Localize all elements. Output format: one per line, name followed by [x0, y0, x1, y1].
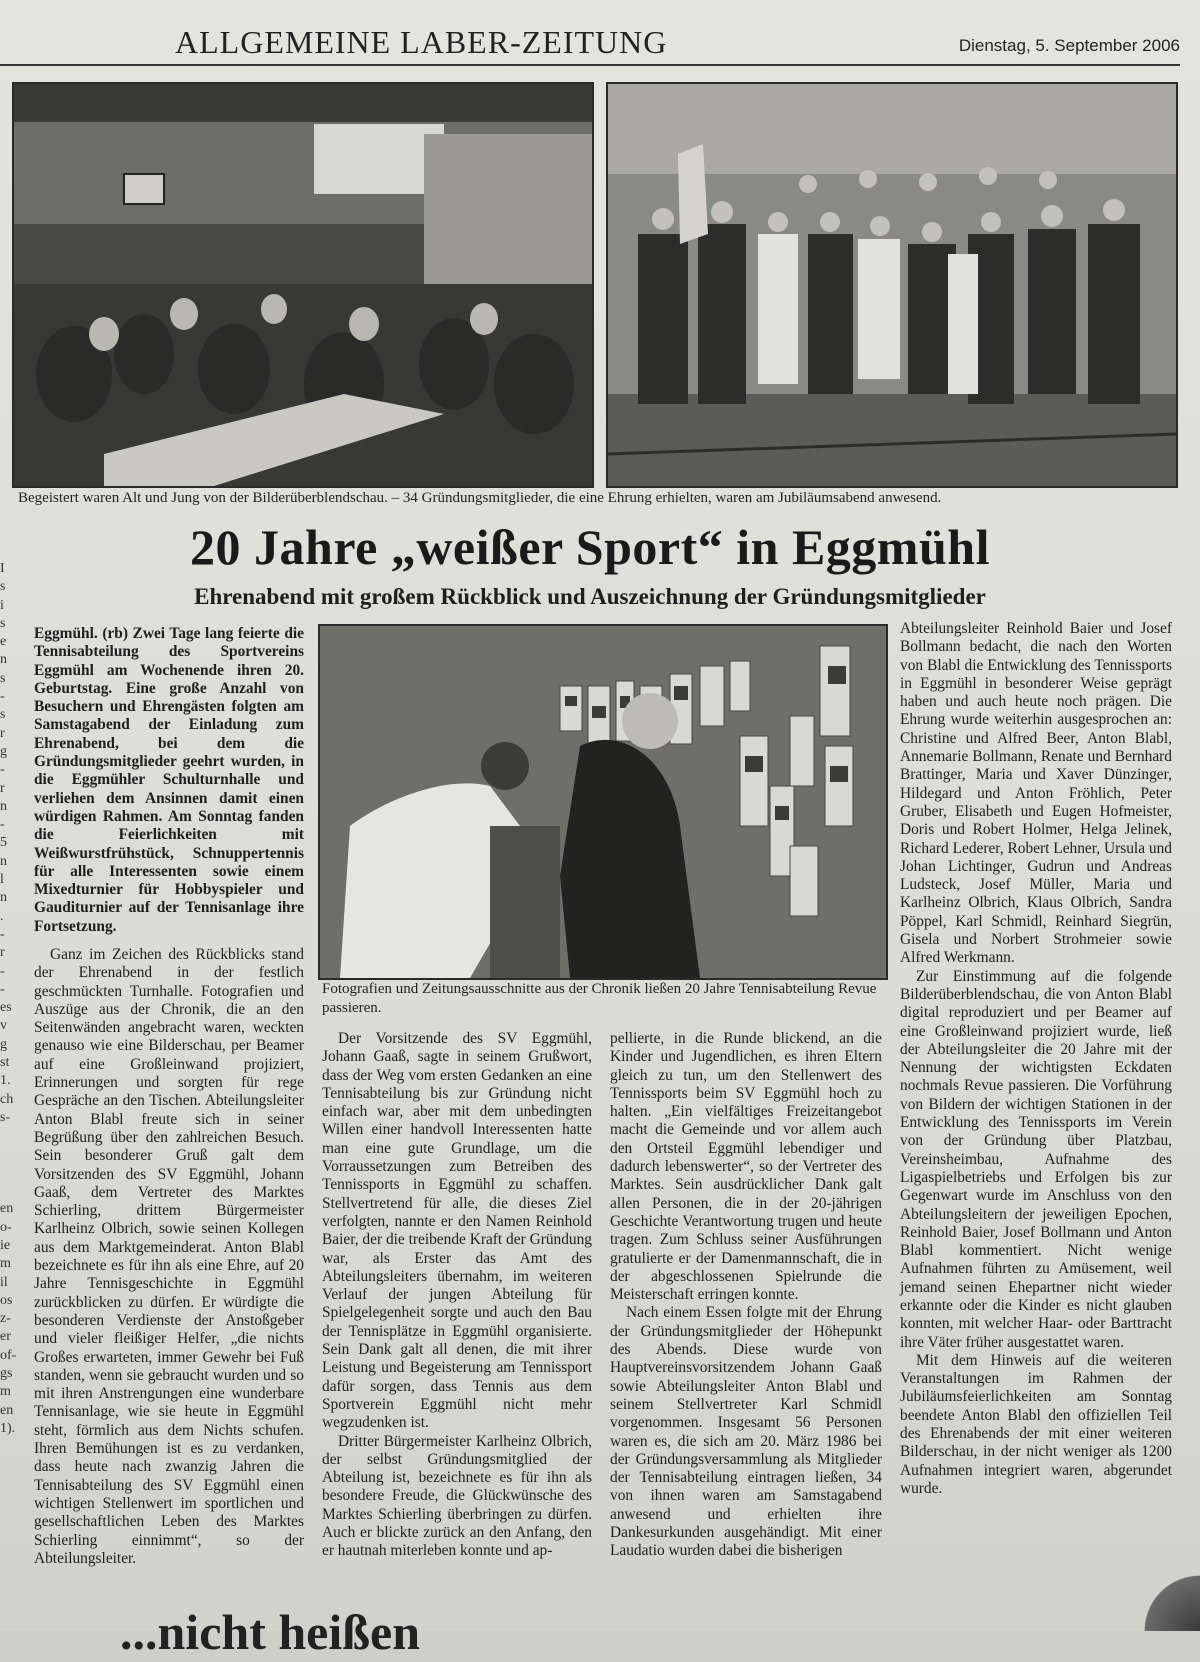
edge-fragment: g [0, 1036, 7, 1052]
edge-fragment: - [0, 981, 5, 997]
edge-fragment: . [0, 908, 4, 924]
edge-fragment: - [0, 926, 5, 942]
edge-fragment: 1. [0, 1073, 11, 1089]
article-lead: Eggmühl. (rb) Zwei Tage lang feierte die Tennisabteilung des Sportvereins Eggmühl am Wochenende ihren 20. Geburtstag. Eine große Anzahl von Besuchern und Ehrengästen folgten am Samstagabend der Einladung zum Ehrenabend, bei dem die Gründungsmitglieder geehrt wurden, in die Eggmühler Schulturnhalle und verliehen dem Ansinnen damit einen würdigen Rahmen. Am Sonntag fanden die Feierlichkeiten mit Weißwurstfrühstück, Schnuppertennis für alle Interessenten sowie einem Mixedturnier für Hobbyspieler und Gauditurnier auf der Tennisanlage ihre Fortsetzung. [34, 625, 304, 935]
article-column-1 [34, 625, 304, 936]
edge-fragment: e [0, 634, 7, 650]
edge-fragment: m [0, 1256, 11, 1272]
edge-fragment: 5 [0, 835, 7, 851]
edge-fragment: of- [0, 1347, 17, 1363]
headline: 20 Jahre „weißer Sport“ in Eggmühl [190, 519, 990, 575]
edge-fragment: n [0, 890, 7, 906]
edge-fragment: g [0, 743, 7, 759]
photo-chronicle-wall-image [320, 626, 886, 978]
article-paragraph: Mit dem Hinweis auf die weiteren Veranstaltungen im Rahmen der Jubiläumsfeierlichkeiten am Sonntag beendete Anton Blabl den offiziellen Teil des Ehrenabends der mit einer weiteren Bilderschau, in der nicht weniger als 1200 Aufnahmen integriert waren, abgerundet wurde. [900, 1351, 1172, 1497]
article-paragraph: Zur Einstimmung auf die folgende Bilderüberblendschau, die von Anton Blabl digital reproduziert und per Beamer auf eine Großleinwand projiziert wurde, ließ der Abteilungsleiter die 20 Jahre mit der Nennung der wichtigsten Eckdaten nochmals Revue passieren. Die Vorführung von Bildern der wichtigen Stationen in der Entwicklung des Tennissports im Verein von der Gründung über Platzbau, Vereinsheimbau, Aufnahme des Ligaspielbetriebs und Erfolgen bis zur Gegenwart wurde im Anschluss von den Abteilungsleitern der jeweiligen Epochen, Reinhold Baier, Josef Bollmann und Anton Blabl kommentiert. Nicht wenige Aufnahmen führten zu Amüsement, weil jemand seinen Ehepartner nicht wieder erkannte oder die Kinder es nicht glauben konnten, mit welcher Haar- oder Barttracht ihre Väter früher ausgestattet waren. [900, 967, 1172, 1351]
edge-fragment: l [0, 872, 4, 888]
edge-fragment: s- [0, 1109, 11, 1125]
article-column-2 [322, 1030, 592, 1561]
subheadline: Ehrenabend mit großem Rückblick und Auszeichnung der Gründungsmitglieder [194, 584, 986, 609]
issue-date: Dienstag, 5. September 2006 [958, 36, 1180, 55]
edge-fragment: es [0, 1000, 12, 1016]
article-column-4 [900, 620, 1172, 1498]
edge-fragment: - [0, 762, 5, 778]
article-paragraph: Ganz im Zeichen des Rückblicks stand der Ehrenabend in der festlich geschmückten Turnhalle. Fotografien und Auszüge aus der Chronik, die an den Seitenwänden angebracht waren, weckten genauso wie eine Bilderschau, per Beamer auf eine Großleinwand projiziert, Erinnerungen und sorgten für rege Gespräche an den Tischen. Abteilungsleiter Anton Blabl freute sich in seiner Begrüßung über den zahlreichen Besuch. Sein besonderer Gruß galt dem Vorsitzenden des SV Eggmühl, Johann Gaaß, dem Vertreter des Marktes Schierling, drittem Bürgermeister Karlheinz Olbrich, sowie seinen Kollegen aus dem Marktgemeinderat. Anton Blabl bezeichnete es für ihn als eine Ehre, auf 20 Jahre Tennisgeschichte in Eggmühl zurückblicken zu dürfen. Er würdigte die besonderen Verdienste der Anstoßgeber und vieler fleißiger Helfer, „die nichts Großes erwarteten, immer Gewehr bei Fuß standen, wenn sie gebraucht wurden und so mit ihren Anstrengungen eine wunderbare Tennisanlage, wie sie heute in Eggmühl steht, förmlich aus dem Nichts schufen. Ihren Bemühungen ist es zu verdanken, dass heute nach zwanzig Jahren die Tennisabteilung des SV Eggmühl einen wichtigen Stellenwert im sportlichen und gesellschaftlichen Leben des Marktes Schierling einnimmt“, so der Abteilungsleiter. [34, 946, 304, 1567]
edge-fragment [0, 1146, 16, 1164]
edge-fragment: s [0, 707, 6, 723]
edge-fragment: s [0, 670, 6, 686]
edge-fragment: n [0, 652, 7, 668]
edge-fragment: z- [0, 1311, 11, 1327]
article-paragraph: Dritter Bürgermeister Karlheinz Olbrich, der selbst Gründungsmitglied der Abteilung ist, bezeichnete es für ihn als besondere Freude, die Glückwünsche des Marktes Schierling überbringen zu dürfen. Auch er blickte zurück an den Anfang, den er hautnah miterleben konnte und ap- [322, 1432, 592, 1560]
photo-caption-top: Begeistert waren Alt und Jung von der Bilderüberblendschau. – 34 Gründungsmitglieder, die eine Ehrung erhielten, waren am Jubiläumsabend anwesend. [18, 490, 942, 506]
edge-fragment: n [0, 853, 7, 869]
edge-fragment: gs [0, 1366, 13, 1382]
edge-fragment: r [0, 725, 5, 741]
photo-founding-members [606, 82, 1178, 488]
neighbor-column-fragment [0, 560, 16, 1600]
next-article-headline-fragment: ...nicht heißen [120, 1604, 421, 1660]
edge-fragment: m [0, 1384, 11, 1400]
edge-fragment: s [0, 615, 6, 631]
edge-fragment: er [0, 1329, 11, 1345]
edge-fragment: 1). [0, 1420, 16, 1436]
edge-fragment: en [0, 1201, 14, 1217]
article-column-3 [610, 1030, 882, 1561]
masthead [0, 18, 1180, 66]
article-paragraph: Nach einem Essen folgte mit der Ehrung der Gründungsmitglieder der Höhepunkt des Abends. Diese wurde von Hauptvereinsvorsitzendem Johann Gaaß sowie Abteilungsleiter Anton Blabl und seinem Stellvertreter Karl Schmidl vorgenommen. Insgesamt 56 Personen waren es, die sich am 20. März 1986 bei der Gründungsversammlung als Mitglieder der Tennisabteilung eintragen ließen, 34 von ihnen waren am Samstagabend anwesend und erhielten ihre Dankesurkunden ausgehändigt. Mit einer Laudatio wurden dabei die bisherigen [610, 1304, 882, 1560]
edge-fragment: - [0, 963, 5, 979]
edge-fragment: r [0, 780, 5, 796]
edge-fragment [0, 1127, 16, 1145]
edge-fragment: - [0, 689, 5, 705]
edge-fragment [0, 1182, 16, 1200]
article-paragraph: pellierte, in die Runde blickend, an die Kinder und Jugendlichen, es ihren Eltern gleich zu tun, um den Stellenwert des Tennissports beim SV Eggmühl hoch zu halten. „Ein vielfältiges Freizeitangebot macht die Gemeinde und vor allem auch den Ortsteil Eggmühl lebendiger und dadurch lebenswerter“, so der Vertreter des Marktes. Sein ausdrücklicher Dank galt allen Personen, die in der 20-jährigen Geschichte Verantwortung trugen und heute tragen. Zum Schluss seiner Ausführungen gratulierte er der Damenmannschaft, die in der abgeschlossenen Spielrunde die Meisterschaft erringen konnte. [610, 1030, 882, 1304]
newspaper-name: ALLGEMEINE LABER-ZEITUNG [175, 24, 668, 60]
edge-fragment: s [0, 579, 6, 595]
photo-founding-members-image [608, 84, 1176, 486]
article-column-1-continued [34, 946, 304, 1568]
edge-fragment: o- [0, 1219, 12, 1235]
edge-fragment: r [0, 945, 5, 961]
photo-chronicle-wall [318, 624, 888, 980]
edge-fragment: n [0, 798, 7, 814]
edge-fragment: - [0, 817, 5, 833]
article-paragraph: Der Vorsitzende des SV Eggmühl, Johann Gaaß, sagte in seinem Grußwort, dass der Weg vom ersten Gedanken an eine Tennisabteilung bis zur Gründung nicht einfach war, aber mit dem unbedingten Willen einer handvoll Interessenten hatte man eine gute Grundlage, um die Vorraussetzungen zum Betreiben des Tennissports in Eggmühl zu schaffen. Stellvertretend für alle, die dieses Ziel verfolgten, nannte er den Namen Reinhold Baier, der die treibende Kraft der Gründung war, als Erster das Amt des Abteilungsleiters übernahm, im weiteren Verlauf der jungen Abteilung für Spielgelegenheit sorgte und auch den Bau der Tennisplätze in Eggmühl organisierte. Sein Dank galt all denen, die mit ihrer Leistung und Begeisterung am Tennissport dafür sorgen, dass Tennis aus dem Sportverein Eggmühl nicht mehr wegzudenken ist. [322, 1030, 592, 1432]
photo-audience-image [14, 84, 592, 486]
article-paragraph: Abteilungsleiter Reinhold Baier und Josef Bollmann bedacht, die nach den Worten von Blabl die Entwicklung des Tennissports in Eggmühl in besonderer Weise geprägt haben und auch heute noch prägen. Die Ehrung wurde weiterhin ausgesprochen an: Christine und Alfred Beer, Anton Blabl, Annemarie Bollmann, Renate und Bernhard Brattinger, Maria und Xaver Dünzinger, Hildegard und Anton Fröhlich, Peter Gruber, Elisabeth und Eugen Hofmeister, Doris und Robert Holmer, Helga Jelinek, Richard Lederer, Robert Lehner, Ursula und Johan Lichtinger, Gudrun und Andreas Ludsteck, Josef Müller, Maria und Karlheinz Olbrich, Klaus Olbrich, Sandra Pöppel, Karl Schmidl, Reinhard Siegrün, Gisela und Norbert Strohmeier sowie Alfred Werkmann. [900, 620, 1172, 967]
edge-fragment [0, 1164, 16, 1182]
page-curl [1130, 1560, 1200, 1631]
edge-fragment: en [0, 1402, 14, 1418]
edge-fragment: i [0, 597, 4, 613]
edge-fragment: os [0, 1292, 13, 1308]
edge-fragment: ie [0, 1237, 11, 1253]
edge-fragment: I [0, 561, 5, 576]
edge-fragment: st [0, 1055, 10, 1071]
edge-fragment: il [0, 1274, 8, 1290]
photo-caption-center: Fotografien und Zeitungsausschnitte aus der Chronik ließen 20 Jahre Tennisabteilung Revue passieren. [322, 981, 877, 1016]
photo-audience [12, 82, 594, 488]
edge-fragment: ch [0, 1091, 14, 1107]
edge-fragment: v [0, 1018, 7, 1034]
